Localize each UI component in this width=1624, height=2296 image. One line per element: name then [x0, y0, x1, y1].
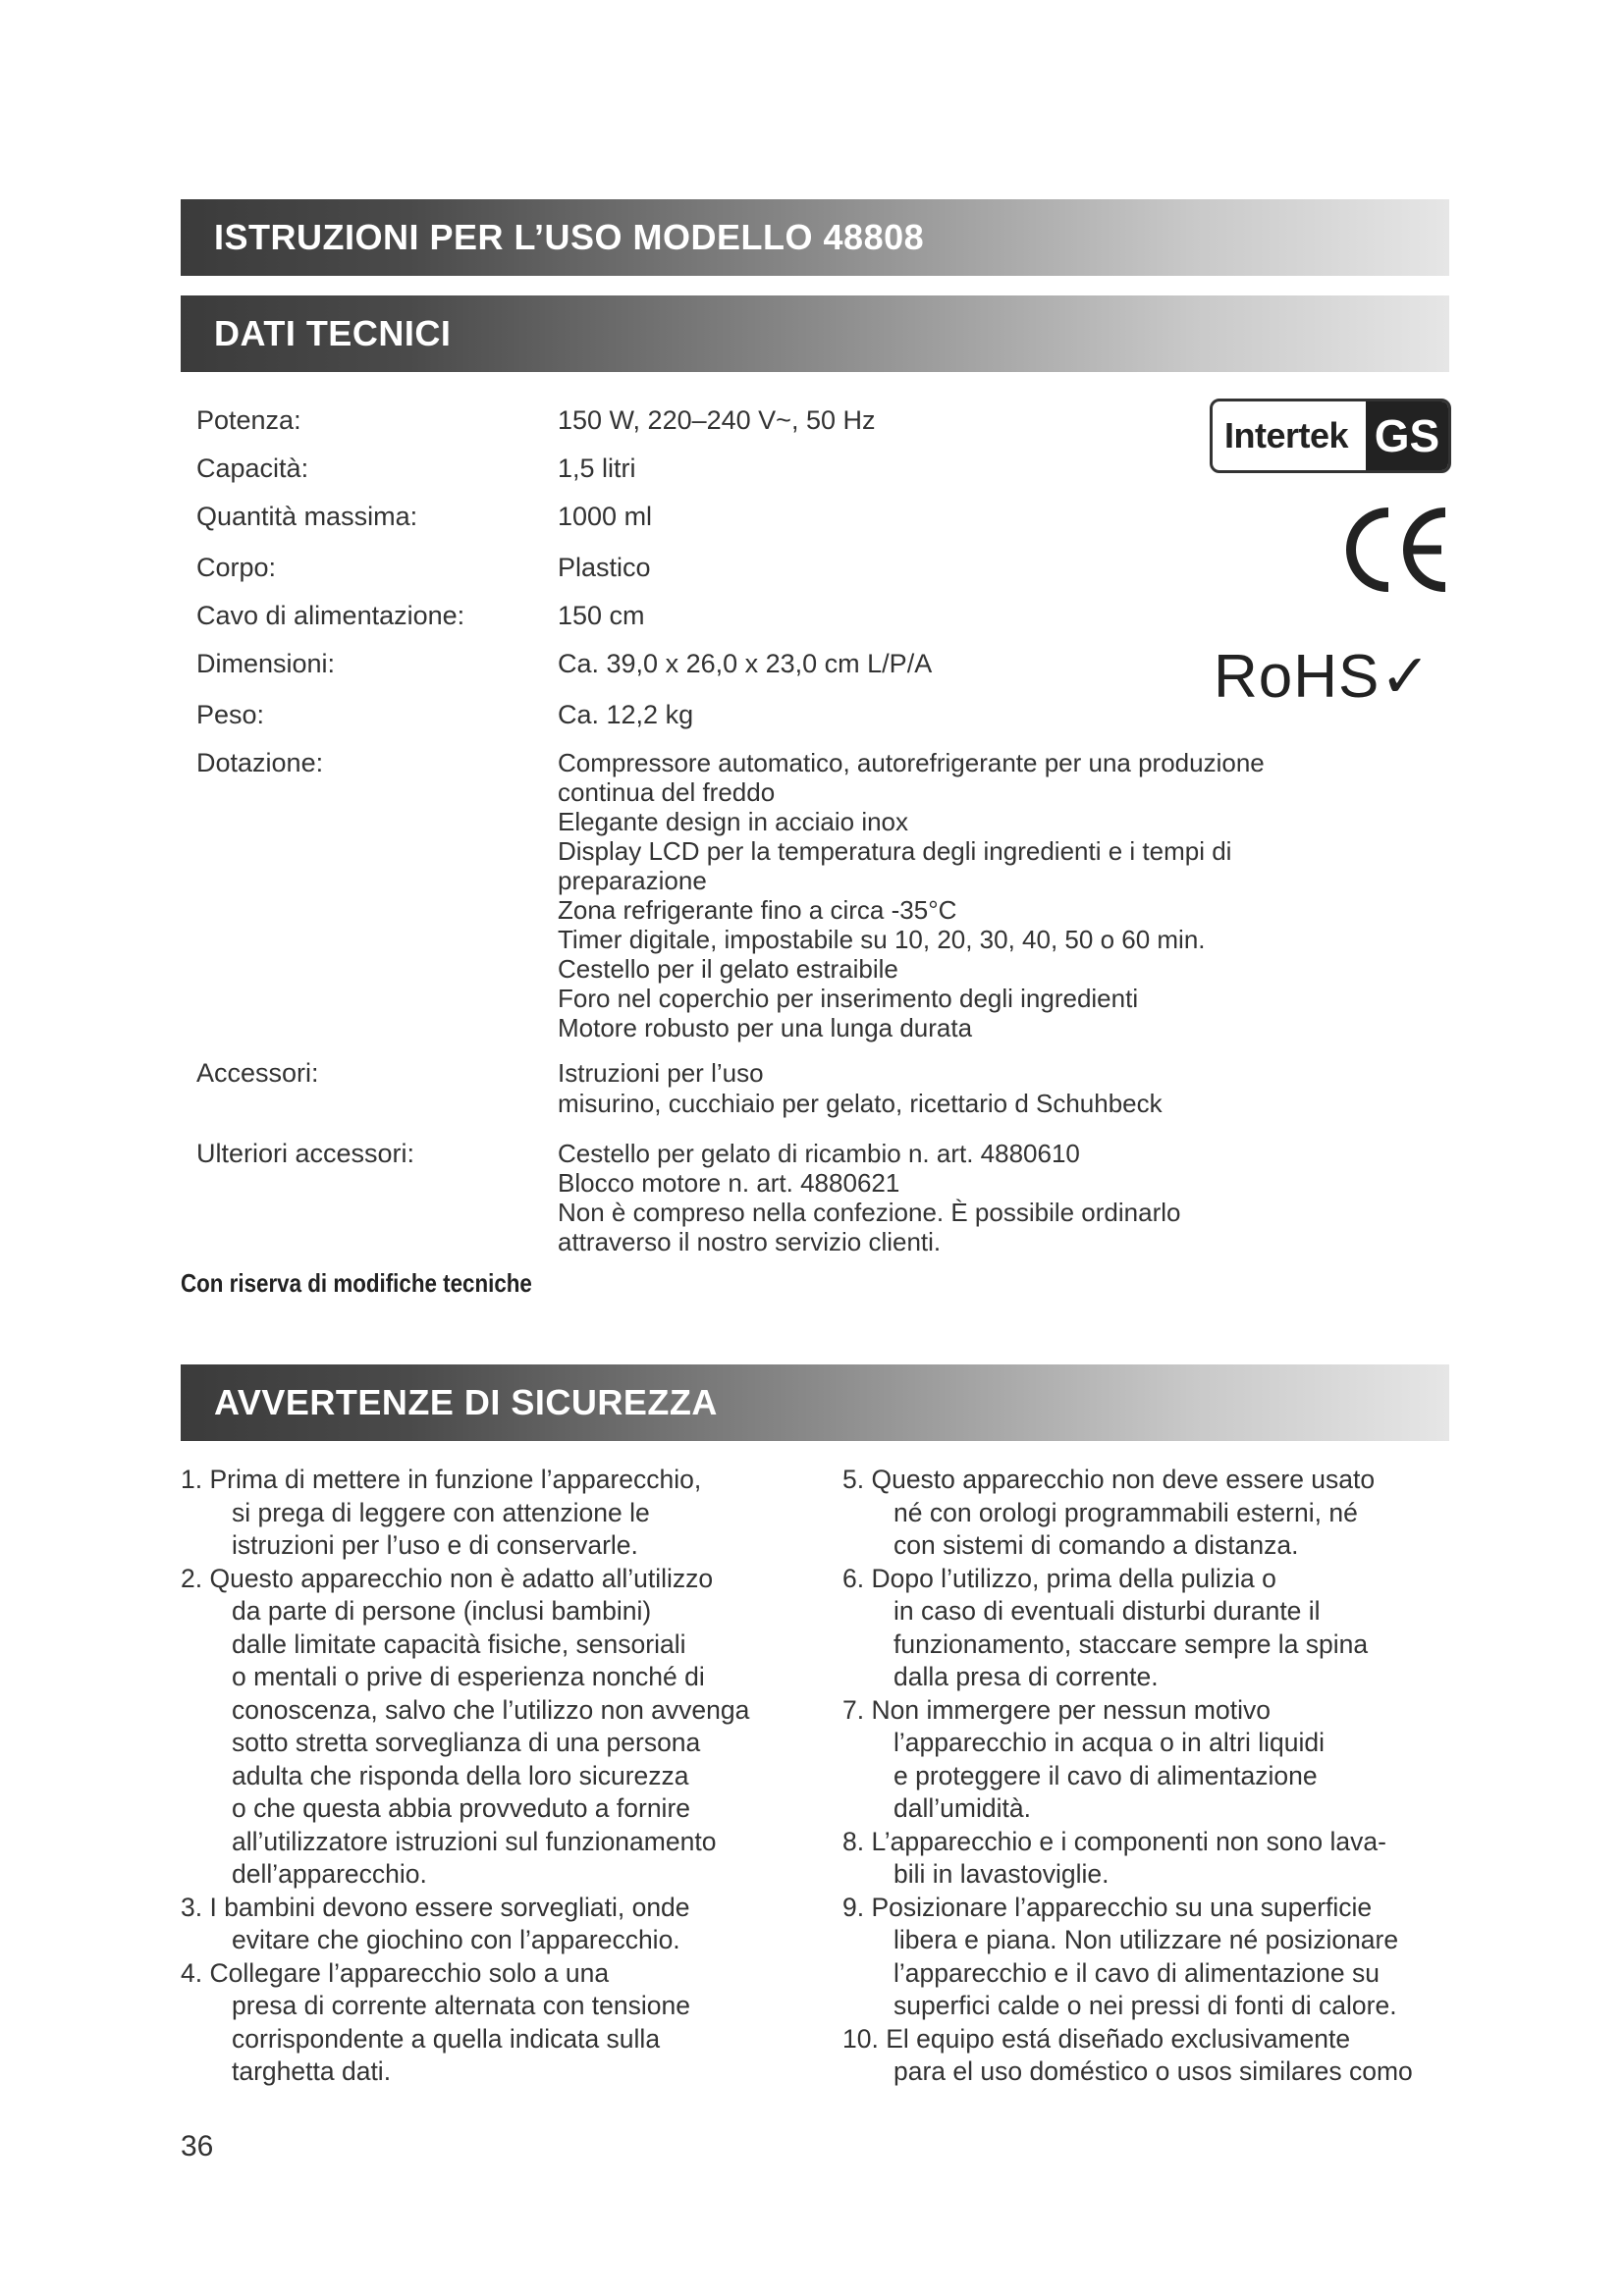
safety-list-left: [181, 1464, 829, 2089]
safety-item-line: dell’apparecchio.: [232, 1859, 427, 1889]
ce-mark-logo: [1339, 503, 1453, 597]
safety-item-line: sotto stretta sorveglianza di una persona: [232, 1728, 701, 1757]
manual-title-banner: [181, 199, 1449, 276]
ulteriori-line: attraverso il nostro servizio clienti.: [558, 1227, 942, 1256]
spec-label: Corpo:: [196, 553, 277, 582]
safety-item-line: conoscenza, salvo che l’utilizzo non avvenga: [232, 1694, 750, 1725]
accessori-list: [558, 1058, 1363, 1119]
safety-item-line: 10. El equipo está diseñado exclusivamente: [842, 2023, 1351, 2054]
safety-item-line: dalle limitate capacità fisiche, sensoriali: [232, 1629, 686, 1659]
safety-item-line: 9. Posizionare l’apparecchio su una superficie: [842, 1892, 1373, 1922]
safety-item-line: superfici calde o nei pressi di fonti di calore.: [893, 1991, 1397, 2020]
spec-value: Ca. 12,2 kg: [558, 700, 694, 729]
safety-item-line: dalla presa di corrente.: [893, 1662, 1159, 1691]
spec-label: Capacità:: [196, 454, 309, 483]
safety-item-line: 1. Prima di mettere in funzione l’apparecchio,: [181, 1465, 702, 1494]
safety-item-line: istruzioni per l’uso e di conservarle.: [232, 1530, 638, 1560]
intertek-logo-text: Intertek: [1224, 415, 1349, 455]
spec-label: Dimensioni:: [196, 649, 336, 678]
ulteriori-list: [558, 1139, 1363, 1256]
safety-item-line: 4. Collegare l’apparecchio solo a una: [181, 1957, 610, 1988]
accessori-line: misurino, cucchiaio per gelato, ricettario d Schuhbeck: [558, 1089, 1163, 1118]
ulteriori-line: Blocco motore n. art. 4880621: [558, 1168, 900, 1198]
spec-label: Cavo di alimentazione:: [196, 601, 465, 630]
spec-value: 1,5 litri: [558, 454, 636, 483]
safety-banner: [181, 1364, 1449, 1441]
safety-item-line: bili in lavastoviglie.: [893, 1859, 1110, 1889]
safety-item-line: funzionamento, staccare sempre la spina: [893, 1629, 1369, 1659]
gs-mark: GS: [1366, 401, 1448, 470]
safety-item-line: presa di corrente alternata con tensione: [232, 1991, 690, 2020]
accessori-line: Istruzioni per l’uso: [558, 1058, 764, 1088]
spec-value: Ca. 39,0 x 26,0 x 23,0 cm L/P/A: [558, 649, 933, 678]
safety-heading: AVVERTENZE DI SICUREZZA: [214, 1382, 718, 1422]
spec-label: Quantità massima:: [196, 502, 418, 531]
dotazione-line: Foro nel coperchio per inserimento degli ingredienti: [558, 984, 1139, 1013]
tech-data-banner: [181, 295, 1449, 372]
intertek-gs-logo: [1210, 399, 1451, 473]
ulteriori-line: Cestello per gelato di ricambio n. art. 4880610: [558, 1139, 1080, 1168]
safety-item-line: l’apparecchio e il cavo di alimentazione su: [893, 1957, 1380, 1988]
safety-item-line: né con orologi programmabili esterni, né: [893, 1497, 1358, 1527]
tech-data-heading: DATI TECNICI: [214, 313, 452, 353]
safety-list-right: [842, 1464, 1461, 2089]
safety-item-line: si prega di leggere con attenzione le: [232, 1497, 650, 1527]
safety-item-line: 6. Dopo l’utilizzo, prima della pulizia o: [842, 1563, 1276, 1593]
safety-item-line: in caso di eventuali disturbi durante il: [893, 1596, 1321, 1626]
safety-item-line: o che questa abbia provveduto a fornire: [232, 1793, 691, 1823]
dotazione-line: Zona refrigerante fino a circa -35°C: [558, 895, 957, 925]
safety-item-line: o mentali o prive di esperienza nonché di: [232, 1662, 705, 1691]
manual-title: ISTRUZIONI PER L’USO MODELLO 48808: [214, 217, 925, 257]
safety-item-line: 7. Non immergere per nessun motivo: [842, 1694, 1271, 1725]
safety-item-line: para el uso doméstico o usos similares como: [893, 2056, 1413, 2086]
dotazione-list: [558, 748, 1363, 1042]
safety-item-line: corrispondente a quella indicata sulla: [232, 2023, 661, 2054]
safety-item-line: dall’umidità.: [893, 1793, 1031, 1823]
safety-item-line: libera e piana. Non utilizzare né posizionare: [893, 1925, 1399, 1954]
safety-item-line: l’apparecchio in acqua o in altri liquidi: [893, 1728, 1325, 1757]
spec-label: Peso:: [196, 700, 265, 729]
safety-item-line: targhetta dati.: [232, 2056, 392, 2086]
safety-item-line: da parte di persone (inclusi bambini): [232, 1596, 652, 1626]
safety-item-line: 8. L’apparecchio e i componenti non sono lava-: [842, 1826, 1386, 1856]
safety-item-line: 3. I bambini devono essere sorvegliati, onde: [181, 1892, 690, 1922]
spec-value: 150 cm: [558, 601, 645, 630]
ulteriori-label: Ulteriori accessori:: [196, 1139, 415, 1168]
dotazione-line: Motore robusto per una lunga durata: [558, 1013, 973, 1042]
technical-changes-note: Con riserva di modifiche tecniche: [181, 1268, 532, 1298]
spec-value: Plastico: [558, 553, 651, 582]
page-number: 36: [181, 2130, 214, 2163]
dotazione-line: Display LCD per la temperatura degli ingredienti e i tempi di: [558, 836, 1232, 866]
spec-label: Potenza:: [196, 405, 301, 435]
dotazione-line: Timer digitale, impostabile su 10, 20, 30, 40, 50 o 60 min.: [558, 925, 1206, 954]
dotazione-label: Dotazione:: [196, 748, 324, 777]
safety-item-line: e proteggere il cavo di alimentazione: [893, 1760, 1318, 1790]
safety-item-line: adulta che risponda della loro sicurezza: [232, 1760, 689, 1790]
safety-item-line: all’utilizzatore istruzioni sul funzionamento: [232, 1826, 717, 1856]
dotazione-line: Elegante design in acciaio inox: [558, 807, 909, 836]
ce-mark-icon: [1339, 503, 1453, 597]
spec-value: 150 W, 220–240 V~, 50 Hz: [558, 405, 876, 435]
dotazione-line: Cestello per il gelato estraibile: [558, 954, 898, 984]
accessori-label: Accessori:: [196, 1058, 319, 1088]
dotazione-line: Compressore automatico, autorefrigerante per una produzione: [558, 748, 1265, 777]
safety-item-line: evitare che giochino con l’apparecchio.: [232, 1925, 680, 1954]
spec-value: 1000 ml: [558, 502, 653, 531]
safety-item-line: con sistemi di comando a distanza.: [893, 1530, 1299, 1560]
dotazione-line: continua del freddo: [558, 777, 776, 807]
safety-item-line: 5. Questo apparecchio non deve essere usato: [842, 1465, 1376, 1494]
rohs-logo: RoHS✓: [1214, 643, 1433, 711]
dotazione-line: preparazione: [558, 866, 707, 895]
safety-item-line: 2. Questo apparecchio non è adatto all’utilizzo: [181, 1563, 714, 1593]
ulteriori-line: Non è compreso nella confezione. È possibile ordinarlo: [558, 1198, 1181, 1227]
